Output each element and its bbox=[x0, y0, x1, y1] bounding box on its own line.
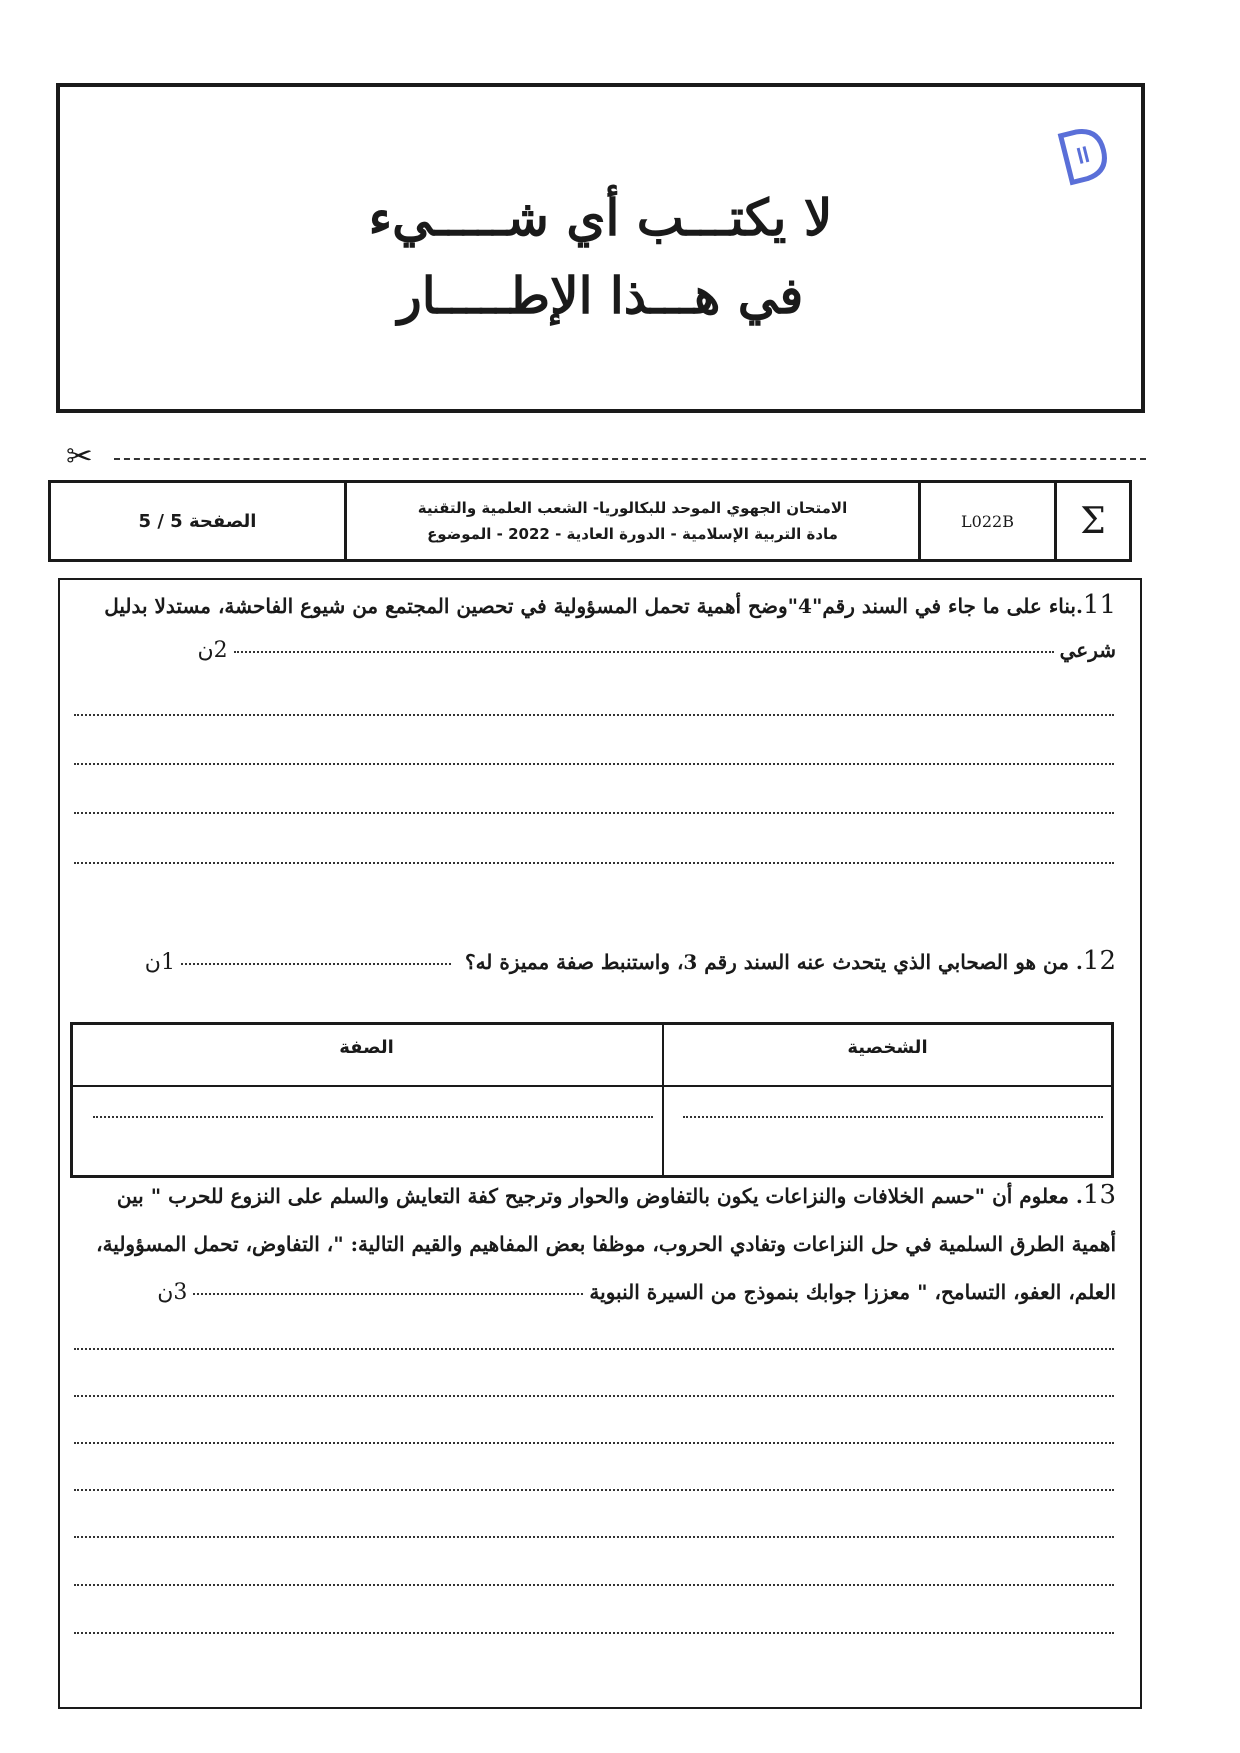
answer-line[interactable] bbox=[74, 862, 1114, 864]
exam-title bbox=[347, 483, 921, 559]
answer-line[interactable] bbox=[74, 1632, 1114, 1634]
question-13-line-3: العلم، العفو، التسامح، " معززا جوابك بنموذج من السيرة النبوية3ن bbox=[157, 1280, 1116, 1305]
exam-header bbox=[48, 480, 1132, 562]
answer-line[interactable] bbox=[74, 1442, 1114, 1444]
no-write-line-2: في هـــذا الإطـــــار bbox=[397, 266, 804, 325]
answer-line[interactable] bbox=[74, 714, 1114, 716]
question-13-line-1: 13. معلوم أن "حسم الخلافات والنزاعات يكون بالتفاوض والحوار وترجيح كفة التعايش والسلم على النزوع للحرب " بين bbox=[116, 1180, 1116, 1210]
answer-line[interactable] bbox=[74, 763, 1114, 765]
question-13-number: 13 bbox=[1082, 1180, 1116, 1210]
answer-line[interactable] bbox=[74, 1348, 1114, 1350]
question-12-line-1: 12. من هو الصحابي الذي يتحدث عنه السند رقم 3، واستنبط صفة مميزة له؟1ن bbox=[144, 946, 1116, 976]
exam-code: L022B bbox=[921, 483, 1057, 559]
question-12-number: 12 bbox=[1082, 946, 1116, 976]
question-11-number: 11 bbox=[1082, 590, 1116, 620]
answer-line[interactable] bbox=[74, 812, 1114, 814]
scissors-icon: ✂ bbox=[66, 437, 93, 475]
cut-line bbox=[114, 458, 1146, 460]
question-12-score: 1ن bbox=[144, 950, 175, 975]
trait-answer-field[interactable] bbox=[93, 1116, 653, 1118]
table-header-person: الشخصية bbox=[847, 1037, 928, 1058]
answer-line[interactable] bbox=[74, 1395, 1114, 1397]
no-write-line-1: لا يكتـــب أي شـــــيء bbox=[368, 188, 833, 247]
answer-line[interactable] bbox=[74, 1584, 1114, 1586]
question-11-line-2: شرعي2ن bbox=[197, 638, 1116, 663]
question-12-table bbox=[70, 1022, 1114, 1178]
answer-line[interactable] bbox=[74, 1536, 1114, 1538]
person-answer-field[interactable] bbox=[683, 1116, 1103, 1118]
page-number: الصفحة 5 / 5 bbox=[51, 483, 347, 559]
question-11-score: 2ن bbox=[197, 638, 228, 663]
answer-line[interactable] bbox=[74, 1489, 1114, 1491]
sigma-icon: Σ bbox=[1080, 500, 1106, 542]
question-11-line-1: 11.بناء على ما جاء في السند رقم"4"وضح أهمية تحمل المسؤولية في تحصين المجتمع من شيوع الفاحشة، مستدلا بدليل bbox=[104, 590, 1116, 620]
answer-frame bbox=[58, 578, 1142, 1709]
table-header-trait: الصفة bbox=[339, 1037, 394, 1058]
question-13-score: 3ن bbox=[157, 1280, 188, 1305]
exam-title-line-2: مادة التربية الإسلامية - الدورة العادية - 2022 - الموضوع bbox=[427, 525, 838, 543]
exam-title-line-1: الامتحان الجهوي الموحد للبكالوريا- الشعب العلمية والتقنية bbox=[417, 499, 848, 517]
no-write-box bbox=[56, 83, 1145, 413]
question-13-line-2: أهمية الطرق السلمية في حل النزاعات وتفادي الحروب، موظفا بعض المفاهيم والقيم التالية: "، التفاوض، تحمل المسؤولية، bbox=[96, 1232, 1116, 1256]
